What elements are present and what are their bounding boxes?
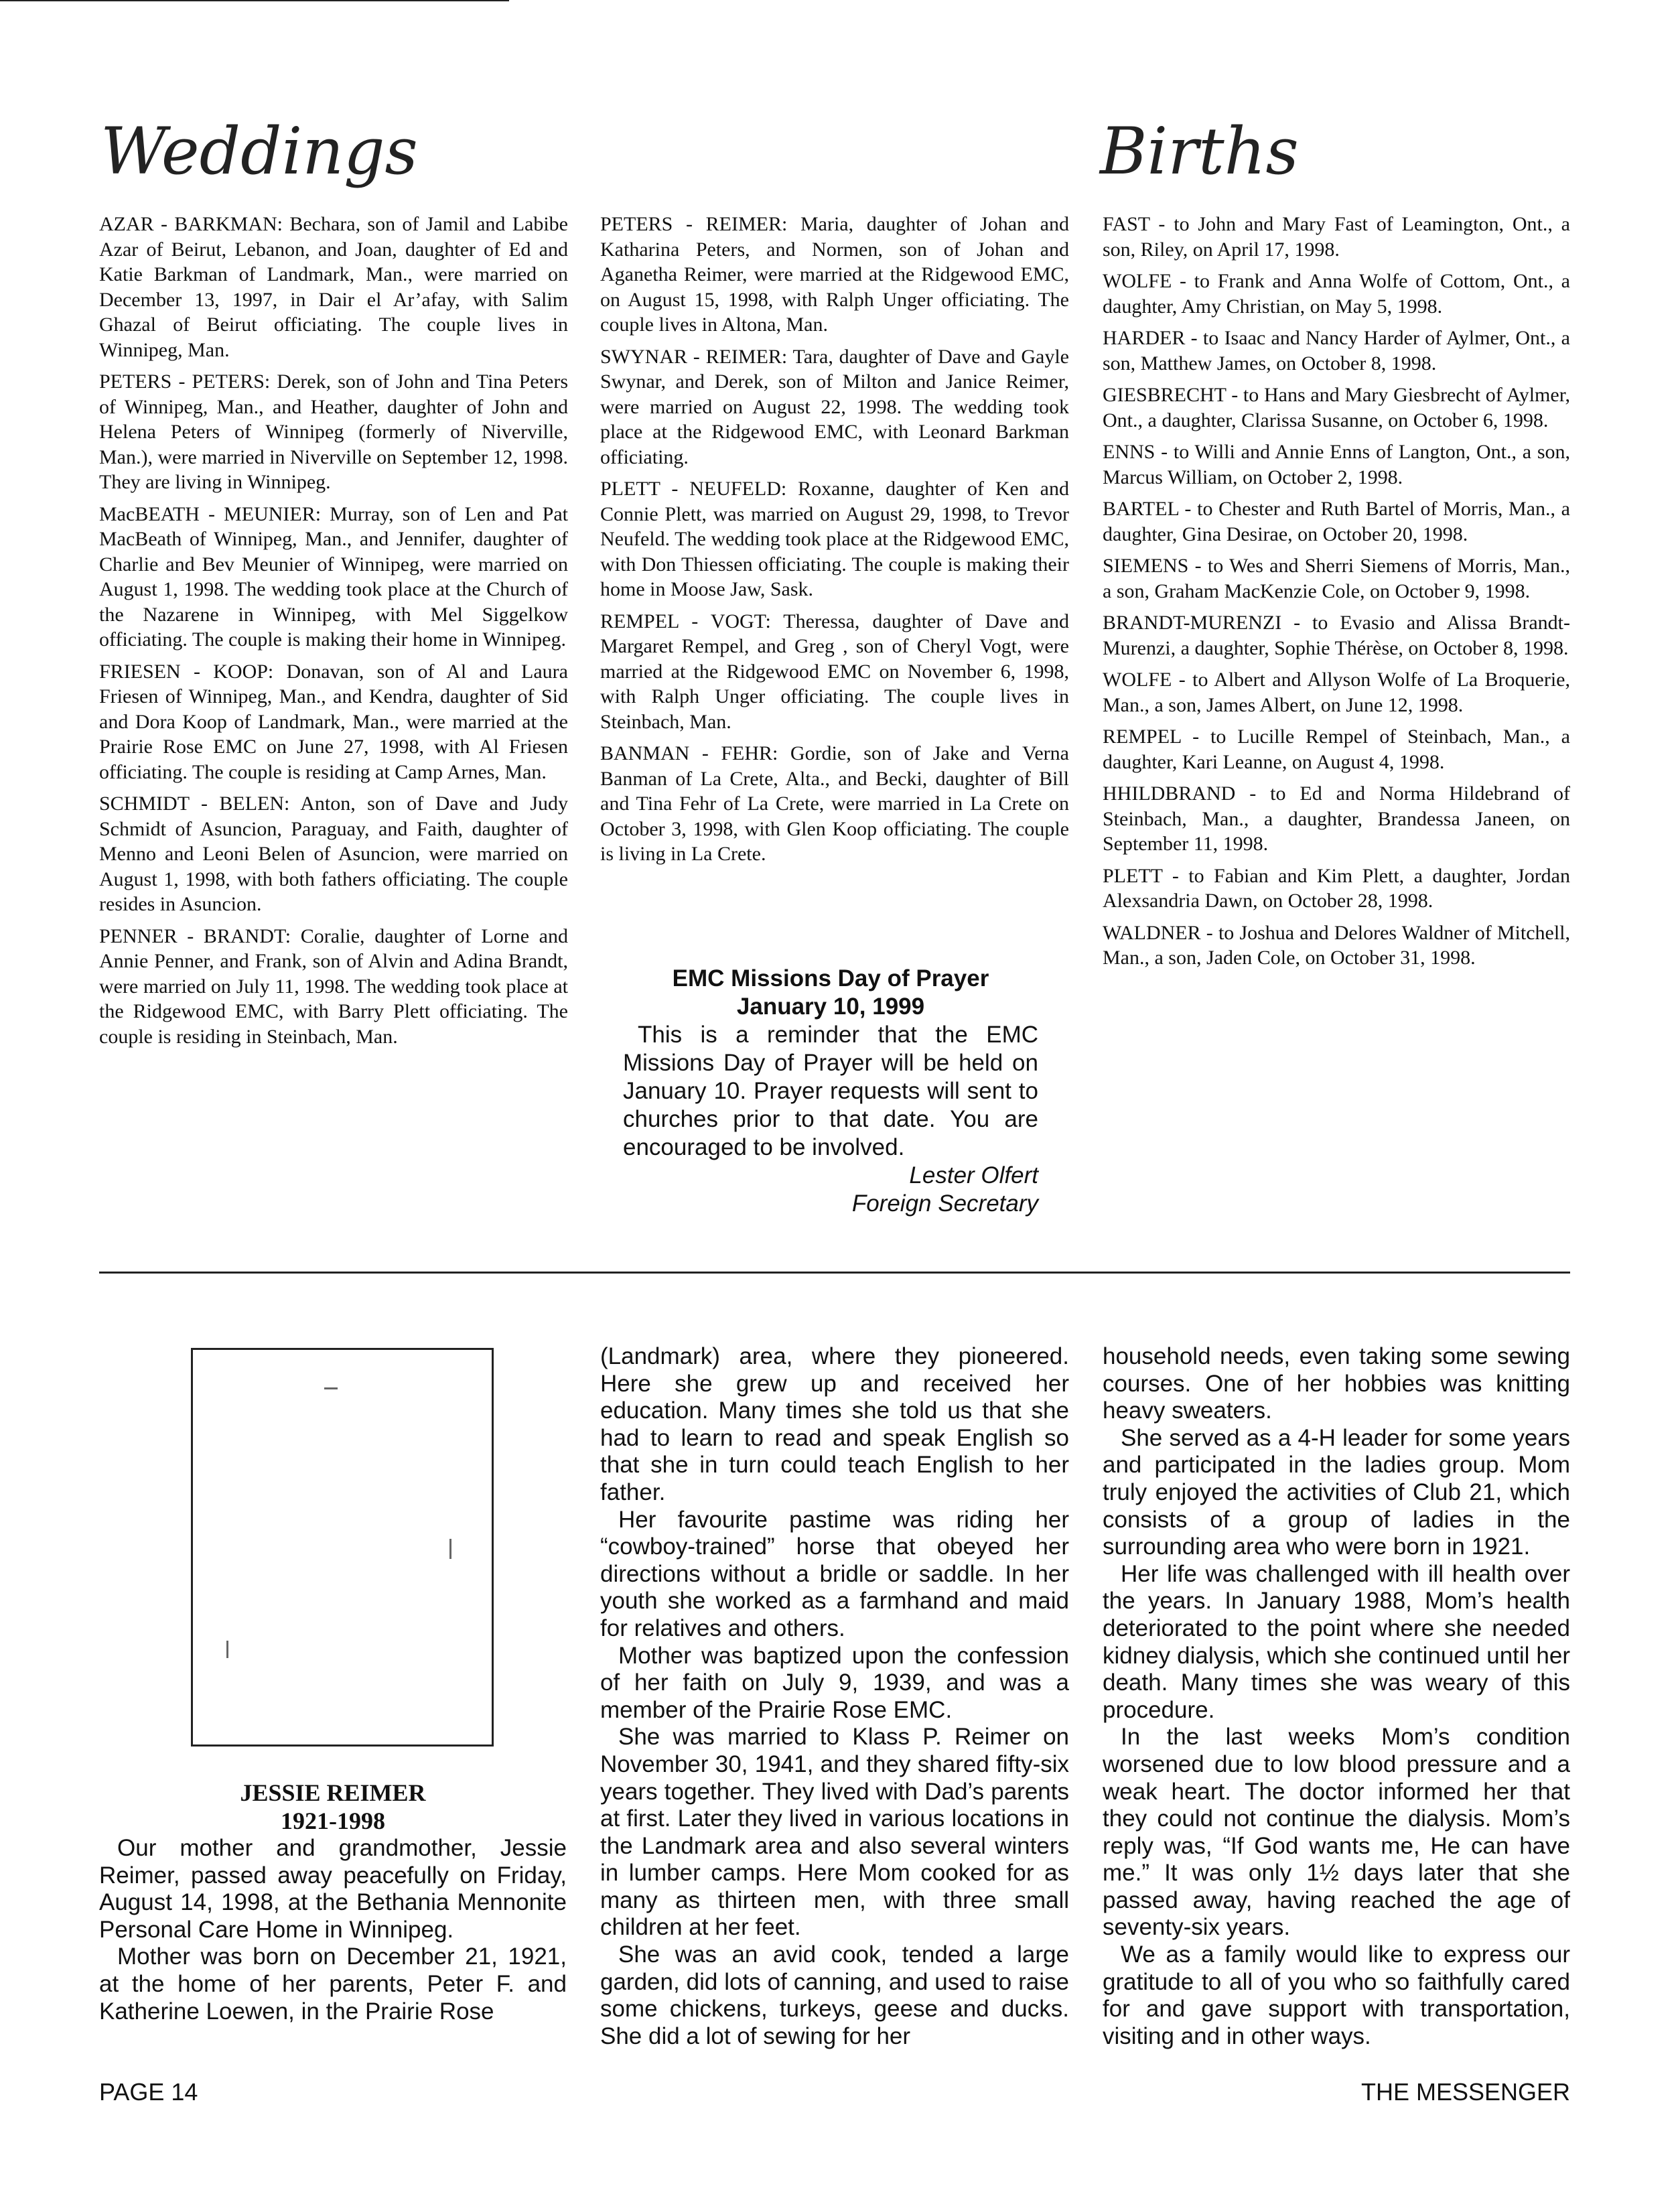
obituary-column-2 [600,1343,1069,2050]
birth-entry: HARDER - to Isaac and Nancy Harder of Aylmer, Ont., a son, Matthew James, on October 8, 1998. [1103,327,1570,374]
photo-speck [324,1387,338,1389]
obituary-paragraph: Mother was born on December 21, 1921, at the home of her parents, Peter F. and Katherine Loewen, in the Prairie Rose [99,1943,567,2025]
birth-entry: SIEMENS - to Wes and Sherri Siemens of Morris, Man., a son, Graham MacKenzie Cole, on October 9, 1998. [1103,555,1570,602]
births-heading: Births [1100,114,1299,189]
photo-speck [226,1641,228,1658]
obituary-paragraph: She was an avid cook, tended a large garden, did lots of canning, and used to raise some chickens, turkeys, geese and ducks. She did a lot of sewing for her [600,1941,1069,2049]
section-divider [99,1272,1570,1274]
obituary-column-3 [1103,1343,1570,2050]
birth-entry: WOLFE - to Albert and Allyson Wolfe of La Broquerie, Man., a son, James Albert, on June 12, 1998. [1103,669,1570,716]
obituary-column-1 [99,1779,567,2025]
wedding-entry: SCHMIDT - BELEN: Anton, son of Dave and Judy Schmidt of Asuncion, Paraguay, and Faith, daughter of Menno and Leoni Belen of Asuncion, were married on August 1, 1998, with both fathers officiating. The couple resides in Asuncion. [99,793,568,915]
birth-entry: WOLFE - to Frank and Anna Wolfe of Cottom, Ont., a daughter, Amy Christian, on May 5, 1998. [1103,270,1570,318]
notice-signature-name: Lester Olfert [909,1162,1038,1188]
wedding-entry: FRIESEN - KOOP: Donavan, son of Al and Laura Friesen of Winnipeg, Man., and Kendra, daughter of Sid and Dora Koop of Landmark, Man., were married at the Prairie Rose EMC on June 27, 1998, with Al Friesen officiating. The couple is residing at Camp Arnes, Man. [99,660,568,783]
obituary-paragraph: Mother was baptized upon the confession of her faith on July 9, 1939, and was a member of the Prairie Rose EMC. [600,1642,1069,1723]
obituary-photo-frame [191,1348,494,1747]
notice-date: January 10, 1999 [736,994,925,1020]
page-number: PAGE 14 [99,2078,198,2106]
weddings-column-left [99,212,568,1056]
obituary-name: JESSIE REIMER [240,1779,426,1806]
birth-entry: WALDNER - to Joshua and Delores Waldner of Mitchell, Man., a son, Jaden Cole, on October 31, 1998. [1103,921,1570,969]
wedding-entry: SWYNAR - REIMER: Tara, daughter of Dave and Gayle Swynar, and Derek, son of Milton and Janice Reimer, were married on August 22, 1998. The wedding took place at the Ridgewood EMC, with Leonard Barkman officiating. [600,345,1069,468]
birth-entry: ENNS - to Willi and Annie Enns of Langton, Ont., a son, Marcus William, on October 2, 1998. [1103,441,1570,488]
wedding-entry: PETERS - REIMER: Maria, daughter of Johan and Katharina Peters, and Normen, son of Johan and Aganetha Reimer, were married at the Ridgewood EMC, on August 15, 1998, with Ralph Unger officiating. The couple lives in Altona, Man. [600,213,1069,336]
wedding-entry: REMPEL - VOGT: Theressa, daughter of Dave and Margaret Rempel, and Greg , son of Cheryl Vogt, were married at the Ridgewood EMC on November 6, 1998, with Ralph Unger officiating. The couple lives in Steinbach, Man. [600,610,1069,733]
obituary-paragraph: We as a family would like to express our gratitude to all of you who so faithfully cared for and gave support with transportation, visiting and in other ways. [1103,1941,1570,2049]
weddings-column-middle [600,212,1069,874]
wedding-entry: AZAR - BARKMAN: Bechara, son of Jamil and Labibe Azar of Beirut, Lebanon, and Joan, daughter of Ed and Katie Barkman of Landmark, Man., were married on December 13, 1997, in Dair el Ar’afay, with Salim Ghazal of Beirut officiating. The couple lives in Winnipeg, Man. [99,213,568,361]
obituary-paragraph: In the last weeks Mom’s condition worsened due to low blood pressure and a weak heart. The doctor informed her that they could not continue the dialysis. Mom’s reply was, “If God wants me, He can have me.” It was only 1½ days later that she passed away, having reached the age of seventy-six years. [1103,1724,1570,1941]
births-column [1103,212,1570,977]
obituary-paragraph: Her favourite pastime was riding her “cowboy-trained” horse that obeyed her directions without a bridle or saddle. In her youth she worked as a farmhand and maid for relatives and others. [600,1506,1069,1641]
obituary-paragraph: She was married to Klass P. Reimer on November 30, 1941, and they shared fifty-six years together. They lived with Dad’s parents at first. Later they lived in various locations in the Landmark area and also several winters in lumber camps. Here Mom cooked for as many as thirteen men, with three small children at her feet. [600,1724,1069,1941]
top-corner-rule [0,0,509,1]
notice-signature-title: Foreign Secretary [851,1190,1038,1217]
birth-entry: BRANDT-MURENZI - to Evasio and Alissa Brandt-Murenzi, a daughter, Sophie Thérèse, on October 8, 1998. [1103,612,1570,659]
notice-title: EMC Missions Day of Prayer [672,965,989,991]
wedding-entry: MacBEATH - MEUNIER: Murray, son of Len and Pat MacBeath of Winnipeg, Man., and Jennifer, daughter of Charlie and Bev Meunier of Winnipeg, were married on August 1, 1998. The wedding took place at the Church of the Nazarene in Winnipeg, with Mel Siggelkow officiating. The couple is making their home in Winnipeg. [99,502,568,651]
notice-body: This is a reminder that the EMC Missions Day of Prayer will be held on January 10. Prayer requests will sent to churches prior to that date. You are encouraged to be involved. [623,1022,1038,1160]
photo-speck [449,1539,451,1559]
birth-entry: FAST - to John and Mary Fast of Leamington, Ont., a son, Riley, on April 17, 1998. [1103,213,1570,261]
wedding-entry: BANMAN - FEHR: Gordie, son of Jake and Verna Banman of La Crete, Alta., and Becki, daughter of Bill and Tina Fehr of La Crete, were married in La Crete on October 3, 1998, with Glen Koop officiating. The couple is living in La Crete. [600,742,1069,865]
birth-entry: HHILDBRAND - to Ed and Norma Hildebrand of Steinbach, Man., a daughter, Brandessa Janeen, on September 11, 1998. [1103,782,1570,855]
birth-entry: PLETT - to Fabian and Kim Plett, a daughter, Jordan Alexsandria Dawn, on October 28, 1998. [1103,864,1570,912]
wedding-entry: PETERS - PETERS: Derek, son of John and Tina Peters of Winnipeg, Man., and Heather, daughter of John and Helena Peters of Winnipeg (formerly of Niverville, Man.), were married in Niverville on September 12, 1998. They are living in Winnipeg. [99,370,568,493]
birth-entry: BARTEL - to Chester and Ruth Bartel of Morris, Man., a daughter, Gina Desirae, on October 20, 1998. [1103,498,1570,545]
wedding-entry: PENNER - BRANDT: Coralie, daughter of Lorne and Annie Penner, and Frank, son of Alvin and Adina Brandt, were married on July 11, 1998. The wedding took place at the Ridgewood EMC, with Barry Plett officiating. The couple is residing in Steinbach, Man. [99,925,568,1048]
obituary-paragraph: She served as a 4-H leader for some years and participated in the ladies group. Mom truly enjoyed the activities of Club 21, which consists of a group of ladies in the surrounding area who were born in 1921. [1103,1424,1570,1560]
obituary-paragraph: household needs, even taking some sewing courses. One of her hobbies was knitting heavy sweaters. [1103,1343,1570,1424]
obituary-paragraph: Our mother and grandmother, Jessie Reimer, passed away peacefully on Friday, August 14, 1998, at the Bethania Mennonite Personal Care Home in Winnipeg. [99,1835,567,1943]
obituary-paragraph: Her life was challenged with ill health over the years. In January 1988, Mom’s health deteriorated to the point where she needed kidney dialysis, which she continued until her death. Many times she was weary of this procedure. [1103,1560,1570,1723]
birth-entry: REMPEL - to Lucille Rempel of Steinbach, Man., a daughter, Kari Leanne, on August 4, 1998. [1103,726,1570,773]
wedding-entry: PLETT - NEUFELD: Roxanne, daughter of Ken and Connie Plett, was married on August 29, 1998, to Trevor Neufeld. The wedding took place at the Ridgewood EMC, with Don Thiessen officiating. The couple is making their home in Moose Jaw, Sask. [600,478,1069,600]
publication-name: THE MESSENGER [1360,2078,1570,2106]
obituary-years: 1921-1998 [281,1807,385,1834]
obituary-paragraph: (Landmark) area, where they pioneered. Here she grew up and received her education. Many times she told us that she had to learn to read and speak English so that she in turn could teach English to her father. [600,1343,1069,1505]
missions-prayer-notice [623,965,1038,1218]
birth-entry: GIESBRECHT - to Hans and Mary Giesbrecht of Aylmer, Ont., a daughter, Clarissa Susanne, on October 6, 1998. [1103,384,1570,431]
weddings-heading: Weddings [100,114,418,189]
